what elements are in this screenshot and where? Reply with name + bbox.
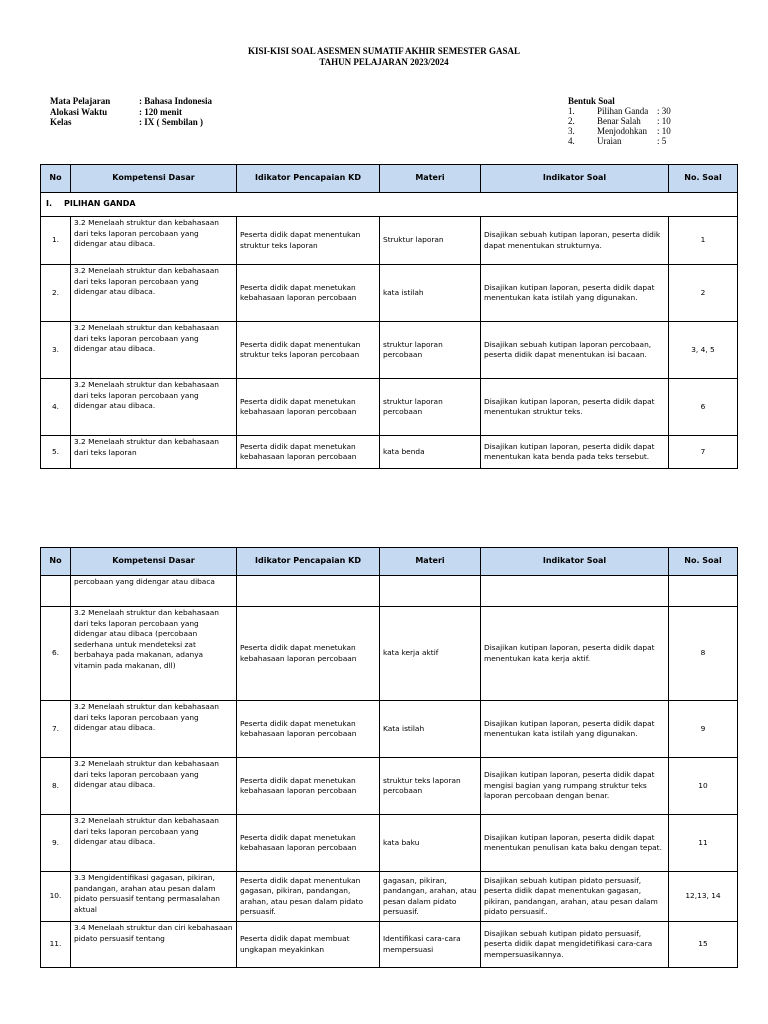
cell-indikator-soal: Disajikan kutipan laporan, peserta didik dapat menentukan struktur teks. [481, 379, 669, 436]
table-row [41, 758, 738, 815]
cell-materi [380, 576, 481, 607]
item-name: Benar Salah [597, 116, 641, 126]
col-materi: Materi [380, 548, 481, 576]
cell-indikator-soal: Disajikan kutipan laporan, peserta didik dapat mengisi bagian yang rumpang struktur teks laporan percobaan dengan benar. [481, 758, 669, 815]
document-subtitle: TAHUN PELAJARAN 2023/2024 [319, 57, 449, 67]
question-type-item [568, 116, 671, 126]
info-value: : IX ( Sembilan ) [139, 117, 204, 127]
cell-kd: 3.2 Menelaah struktur dan kebahasaan dari teks laporan percobaan yang didengar atau dibaca. [71, 815, 237, 872]
cell-indikator-soal: Disajikan kutipan laporan, peserta didik dapat menentukan penulisan kata baku dengan tepat. [481, 815, 669, 872]
table-row [41, 922, 738, 968]
table-row [41, 701, 738, 758]
cell-indikator: Peserta didik dapat membuat ungkapan meyakinkan [237, 922, 380, 968]
grid-table-page2 [40, 547, 738, 968]
item-number: 4. [568, 136, 575, 146]
cell-materi: Kata istilah [380, 701, 481, 758]
cell-indikator [237, 576, 380, 607]
cell-no-soal [669, 576, 738, 607]
col-materi: Materi [380, 165, 481, 193]
cell-no: 3. [41, 322, 71, 379]
item-number: 3. [568, 126, 575, 136]
cell-kd: 3.2 Menelaah struktur dan kebahasaan dari teks laporan percobaan yang didengar atau dibaca. [71, 217, 237, 265]
cell-kd: 3.3 Mengidentifikasi gagasan, pikiran, pandangan, arahan atau pesan dalam pidato persuasif tentang permasalahan aktual [71, 872, 237, 922]
cell-no-soal: 15 [669, 922, 738, 968]
cell-no-soal: 9 [669, 701, 738, 758]
question-type-item [568, 106, 671, 116]
cell-kd: 3.4 Menelaah struktur dan ciri kebahasaan pidato persuasif tentang [71, 922, 237, 968]
cell-no [41, 576, 71, 607]
cell-kd: 3.2 Menelaah struktur dan kebahasaan dari teks laporan percobaan yang didengar atau dibaca. [71, 322, 237, 379]
col-kompetensi: Kompetensi Dasar [71, 548, 237, 576]
table-row [41, 217, 738, 265]
cell-indikator-soal: Disajikan kutipan laporan, peserta didik dapat menentukan kata istilah yang digunakan. [481, 701, 669, 758]
cell-indikator-soal: Disajikan sebuah kutipan laporan percobaan, peserta didik dapat menentukan isi bacaan. [481, 322, 669, 379]
cell-indikator: Peserta didik dapat menetukan kebahasaan laporan percobaan [237, 758, 380, 815]
cell-indikator: Peserta didik dapat menetukan kebahasaan laporan percobaan [237, 436, 380, 469]
info-subject [50, 96, 212, 107]
table-header-row [41, 165, 738, 193]
cell-no-soal: 12,13, 14 [669, 872, 738, 922]
cell-kd: 3.2 Menelaah struktur dan kebahasaan dari teks laporan percobaan yang didengar atau dibaca. [71, 379, 237, 436]
cell-indikator-soal: Disajikan kutipan laporan, peserta didik dapat menentukan kata kerja aktif. [481, 607, 669, 701]
col-indikator-kd: Idikator Pencapaian KD [237, 548, 380, 576]
item-count: : 10 [657, 116, 671, 126]
document-title: KISI-KISI SOAL ASESMEN SUMATIF AKHIR SEMESTER GASAL [247, 46, 521, 56]
col-no: No [41, 548, 71, 576]
cell-no: 8. [41, 758, 71, 815]
cell-no: 2. [41, 265, 71, 322]
cell-no: 1. [41, 217, 71, 265]
question-type-item [568, 126, 671, 136]
col-indikator-soal: Indikator Soal [481, 165, 669, 193]
col-no-soal: No. Soal [669, 165, 738, 193]
cell-materi: Struktur laporan [380, 217, 481, 265]
cell-indikator: Peserta didik dapat menetukan kebahasaan laporan percobaan [237, 701, 380, 758]
info-label: Mata Pelajaran [50, 96, 111, 106]
cell-materi: kata kerja aktif [380, 607, 481, 701]
item-number: 1. [568, 106, 575, 116]
cell-no: 4. [41, 379, 71, 436]
cell-materi: Identifikasi cara-cara mempersuasi [380, 922, 481, 968]
table-row [41, 322, 738, 379]
subject-info [50, 96, 212, 128]
cell-no-soal: 1 [669, 217, 738, 265]
info-class [50, 117, 212, 128]
item-name: Pilihan Ganda [597, 106, 649, 116]
cell-indikator: Peserta didik dapat menetukan kebahasaan laporan percobaan [237, 379, 380, 436]
cell-materi: kata benda [380, 436, 481, 469]
table-row [41, 265, 738, 322]
cell-no: 9. [41, 815, 71, 872]
cell-no: 11. [41, 922, 71, 968]
cell-materi: struktur laporan percobaan [380, 322, 481, 379]
grid-table-page1 [40, 164, 738, 469]
table-row [41, 607, 738, 701]
item-count: : 30 [657, 106, 671, 116]
cell-indikator-soal: Disajikan sebuah kutipan pidato persuasif, peserta didik dapat menentukan gagasan, pikiran, pandangan, arahan, atau pesan dalam pidato persuasif.. [481, 872, 669, 922]
cell-kd: 3.2 Menelaah struktur dan kebahasaan dari teks laporan percobaan yang didengar atau dibaca (percobaan sederhana untuk mendeteksi zat berbahaya pada makanan, adanya vitamin pada makanan, dll) [71, 607, 237, 701]
cell-no: 7. [41, 701, 71, 758]
cell-indikator-soal: Disajikan sebuah kutipan laporan, peserta didik dapat menentukan strukturnya. [481, 217, 669, 265]
cell-indikator-soal: Disajikan sebuah kutipan pidato persuasif, peserta didik dapat mengidetifikasi cara-cara mempersuasikannya. [481, 922, 669, 968]
table-row [41, 872, 738, 922]
cell-indikator-soal [481, 576, 669, 607]
cell-indikator: Peserta didik dapat menetukan kebahasaan laporan percobaan [237, 607, 380, 701]
cell-kd: 3.2 Menelaah struktur dan kebahasaan dari teks laporan [71, 436, 237, 469]
table-row [41, 815, 738, 872]
question-type-title: Bentuk Soal [568, 96, 615, 106]
cell-indikator-soal: Disajikan kutipan laporan, peserta didik dapat menentukan kata benda pada teks tersebut. [481, 436, 669, 469]
question-type-item [568, 136, 671, 146]
table-row [41, 436, 738, 469]
item-name: Menjodohkan [597, 126, 647, 136]
cell-no-soal: 2 [669, 265, 738, 322]
cell-indikator: Peserta didik dapat menetukan kebahasaan laporan percobaan [237, 265, 380, 322]
question-type-summary [568, 96, 671, 146]
item-number: 2. [568, 116, 575, 126]
info-value: : 120 menit [139, 106, 182, 117]
cell-no-soal: 10 [669, 758, 738, 815]
continuation-row [41, 576, 738, 607]
cell-indikator-soal: Disajikan kutipan laporan, peserta didik dapat menentukan kata istilah yang digunakan. [481, 265, 669, 322]
info-time [50, 107, 212, 118]
col-no-soal: No. Soal [669, 548, 738, 576]
info-label: Kelas [50, 117, 72, 127]
cell-no-soal: 6 [669, 379, 738, 436]
col-no: No [41, 165, 71, 193]
item-count: : 5 [657, 136, 667, 146]
cell-materi: kata baku [380, 815, 481, 872]
cell-indikator: Peserta didik dapat menentukan struktur teks laporan [237, 217, 380, 265]
cell-indikator: Peserta didik dapat menentukan struktur teks laporan percobaan [237, 322, 380, 379]
cell-materi: struktur teks laporan percobaan [380, 758, 481, 815]
cell-indikator: Peserta didik dapat menentukan gagasan, pikiran, pandangan, arahan, atau pesan dalam pidato persuasif. [237, 872, 380, 922]
section-row [41, 193, 738, 217]
cell-no-soal: 11 [669, 815, 738, 872]
item-name: Uraian [597, 136, 622, 146]
cell-indikator: Peserta didik dapat menetukan kebahasaan laporan percobaan [237, 815, 380, 872]
table-row [41, 379, 738, 436]
info-label: Alokasi Waktu [50, 106, 108, 117]
cell-no-soal: 8 [669, 607, 738, 701]
cell-no-soal: 7 [669, 436, 738, 469]
section-label: I. PILIHAN GANDA [41, 193, 738, 217]
cell-materi: kata istilah [380, 265, 481, 322]
cell-kd: 3.2 Menelaah struktur dan kebahasaan dari teks laporan percobaan yang didengar atau dibaca. [71, 758, 237, 815]
item-count: : 10 [657, 126, 671, 136]
info-value: : Bahasa Indonesia [139, 96, 213, 106]
cell-kd: percobaan yang didengar atau dibaca [71, 576, 237, 607]
cell-no: 6. [41, 607, 71, 701]
cell-no-soal: 3, 4, 5 [669, 322, 738, 379]
cell-materi: gagasan, pikiran, pandangan, arahan, atau pesan dalam pidato persuasif. [380, 872, 481, 922]
col-indikator-soal: Indikator Soal [481, 548, 669, 576]
cell-kd: 3.2 Menelaah struktur dan kebahasaan dari teks laporan percobaan yang didengar atau dibaca. [71, 701, 237, 758]
cell-no: 10. [41, 872, 71, 922]
col-kompetensi: Kompetensi Dasar [71, 165, 237, 193]
cell-kd: 3.2 Menelaah struktur dan kebahasaan dari teks laporan percobaan yang didengar atau dibaca. [71, 265, 237, 322]
cell-no: 5. [41, 436, 71, 469]
col-indikator-kd: Idikator Pencapaian KD [237, 165, 380, 193]
cell-materi: struktur laporan percobaan [380, 379, 481, 436]
table-header-row [41, 548, 738, 576]
